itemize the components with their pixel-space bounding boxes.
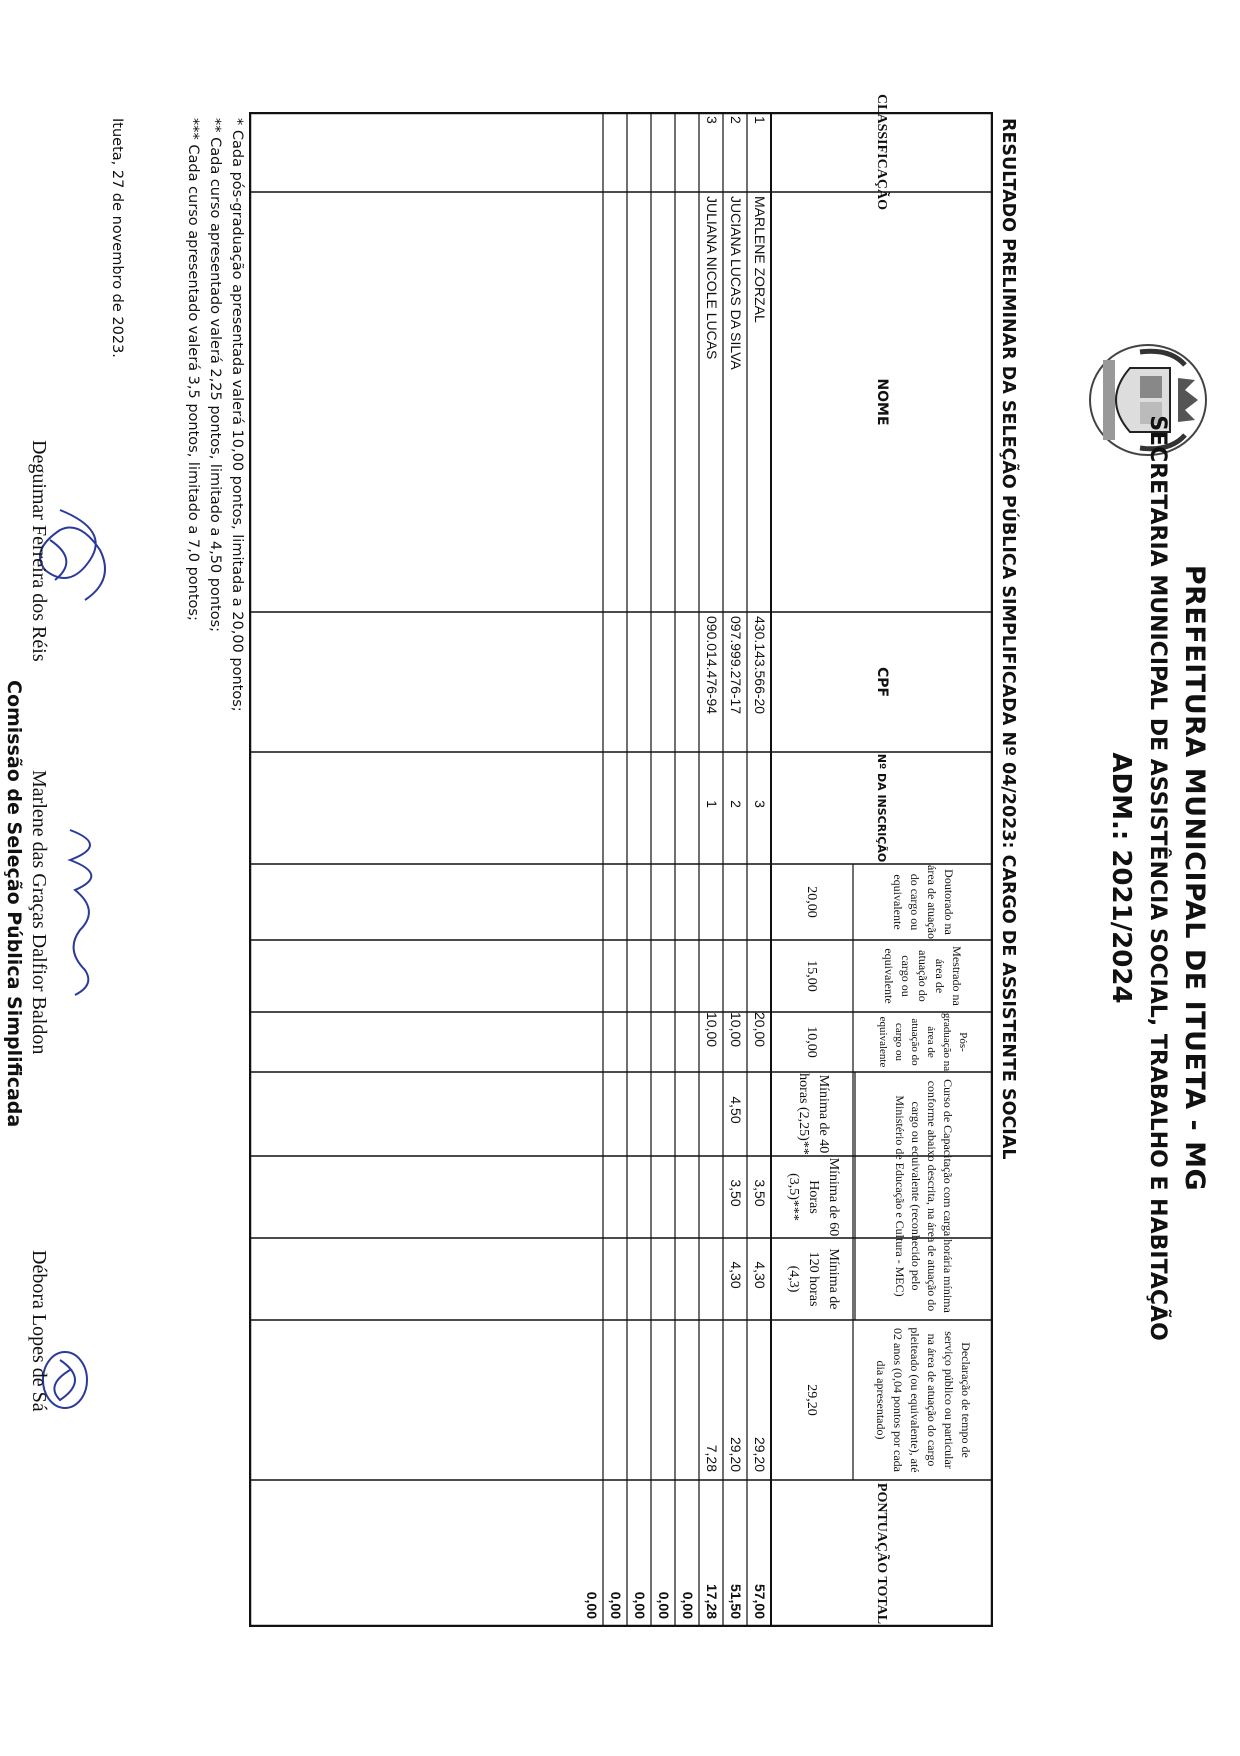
cell-c120: 4,30 bbox=[728, 1261, 744, 1289]
cell-inscricao: 3 bbox=[752, 800, 768, 808]
cell-cpf: 430.143.566-20 bbox=[752, 616, 768, 715]
cell-total: 57,00 bbox=[752, 1583, 768, 1619]
curso-40-header: Mínima de 40 horas (2,25)** bbox=[796, 1073, 831, 1155]
max-posgrad: 10,00 bbox=[804, 1026, 820, 1058]
cell-nome: JULIANA NICOLE LUCAS bbox=[704, 196, 720, 360]
cell-posgrad: 10,00 bbox=[704, 1012, 720, 1048]
cell-classificacao: 2 bbox=[728, 116, 744, 124]
note-1: * Cada pós-graduação apresentada valerá 10,00 pontos, limitada a 20,00 pontos; bbox=[229, 118, 245, 712]
signature-name-2: Marlene das Graças Dalfior Baldon bbox=[28, 770, 50, 1055]
cell-total: 0,00 bbox=[632, 1591, 648, 1619]
cell-cpf: 097.999.276-17 bbox=[728, 616, 744, 715]
cell-c60: 3,50 bbox=[728, 1179, 744, 1207]
col-header-total: PONTUAÇÃO TOTAL bbox=[874, 1482, 890, 1625]
cell-inscricao: 2 bbox=[728, 800, 744, 808]
col-header-nome: NOME bbox=[874, 378, 891, 426]
note-3: *** Cada curso apresentado valerá 3,5 pontos, limitado a 7,0 pontos; bbox=[185, 118, 201, 621]
cell-tempo: 7,28 bbox=[704, 1444, 720, 1472]
date-line: Itueta, 27 de novembro de 2023. bbox=[109, 118, 125, 358]
commission-label: Comissão de Seleção Pública Simplificada bbox=[3, 680, 25, 1128]
col-header-curso: Curso de Capacitação com carga horária mínima conforme abaixo descrita, na área de atuação do cargo ou equivalente (reconhecido pelo Ministério de Educação e Cultura - MEC) bbox=[893, 1079, 955, 1313]
cell-posgrad: 10,00 bbox=[728, 1012, 744, 1048]
cell-total: 0,00 bbox=[584, 1591, 600, 1619]
cell-nome: JUCIANA LUCAS DA SILVA bbox=[728, 196, 744, 370]
header-line-3: ADM.: 2021/2024 bbox=[1106, 752, 1136, 1004]
col-header-classificacao: CLASSIFICAÇÃO bbox=[874, 94, 890, 210]
col-header-cpf: CPF bbox=[874, 666, 891, 698]
max-doutorado: 20,00 bbox=[804, 886, 820, 918]
signature-name-3: Débora Lopes de Sá bbox=[28, 1250, 50, 1412]
cell-c40: 4,50 bbox=[728, 1096, 744, 1124]
signature-name-1: Deguimar Ferreira dos Réis bbox=[28, 440, 50, 662]
cell-c120: 4,30 bbox=[752, 1261, 768, 1289]
cell-tempo: 29,20 bbox=[728, 1436, 744, 1472]
max-mestrado: 15,00 bbox=[804, 960, 820, 992]
cell-posgrad: 20,00 bbox=[752, 1012, 768, 1048]
cell-total: 51,50 bbox=[728, 1583, 744, 1619]
cell-total: 0,00 bbox=[680, 1591, 696, 1619]
note-2: ** Cada curso apresentado valerá 2,25 pontos, limitado a 4,50 pontos; bbox=[207, 118, 223, 633]
cell-c60: 3,50 bbox=[752, 1179, 768, 1207]
cell-inscricao: 1 bbox=[704, 800, 720, 808]
cell-classificacao: 3 bbox=[704, 116, 720, 124]
signature-2-scribble-icon bbox=[40, 820, 130, 1000]
cell-nome: MARLENE ZORZAL bbox=[752, 196, 768, 323]
header-line-1: PREFEITURA MUNICIPAL DE ITUETA - MG bbox=[1179, 564, 1210, 1192]
document-subtitle: RESULTADO PRELIMINAR DA SELEÇÃO PÚBLICA SIMPLIFICADA Nº 04/2023: CARGO DE ASSISTENTE SOCIAL bbox=[998, 118, 1018, 1160]
col-header-inscricao: Nº DA INSCRIÇÃO bbox=[875, 753, 889, 863]
cell-tempo: 29,20 bbox=[752, 1436, 768, 1472]
cell-total: 17,28 bbox=[704, 1583, 720, 1619]
col-header-posgrad: Pós-graduação na área de atuação do cargo ou equivalente bbox=[877, 1012, 969, 1072]
cell-total: 0,00 bbox=[608, 1591, 624, 1619]
col-header-tempo: Declaração de tempo de serviço público ou particular na área de atuação do cargo pleiteado (ou equivalente), até 02 anos (0,04 pontos por cada dia apresentado) bbox=[874, 1327, 973, 1473]
curso-120-header: Mínima de 120 horas (4,3) bbox=[786, 1248, 841, 1310]
curso-60-header: Mínima de 60 Horas (3,5)*** bbox=[786, 1157, 841, 1237]
col-header-mestrado: Mestrado na área de atuação do cargo ou equivalente bbox=[882, 946, 965, 1006]
cell-total: 0,00 bbox=[656, 1591, 672, 1619]
col-header-doutorado: Doutorado na área de atuação do cargo ou equivalente bbox=[891, 865, 956, 939]
header-line-2: SECRETARIA MUNICIPAL DE ASSISTÊNCIA SOCIAL, TRABALHO E HABITAÇÃO bbox=[1145, 415, 1170, 1341]
cell-cpf: 090.014.476-94 bbox=[704, 616, 720, 715]
max-tempo: 29,20 bbox=[804, 1384, 820, 1416]
cell-classificacao: 1 bbox=[752, 116, 768, 124]
